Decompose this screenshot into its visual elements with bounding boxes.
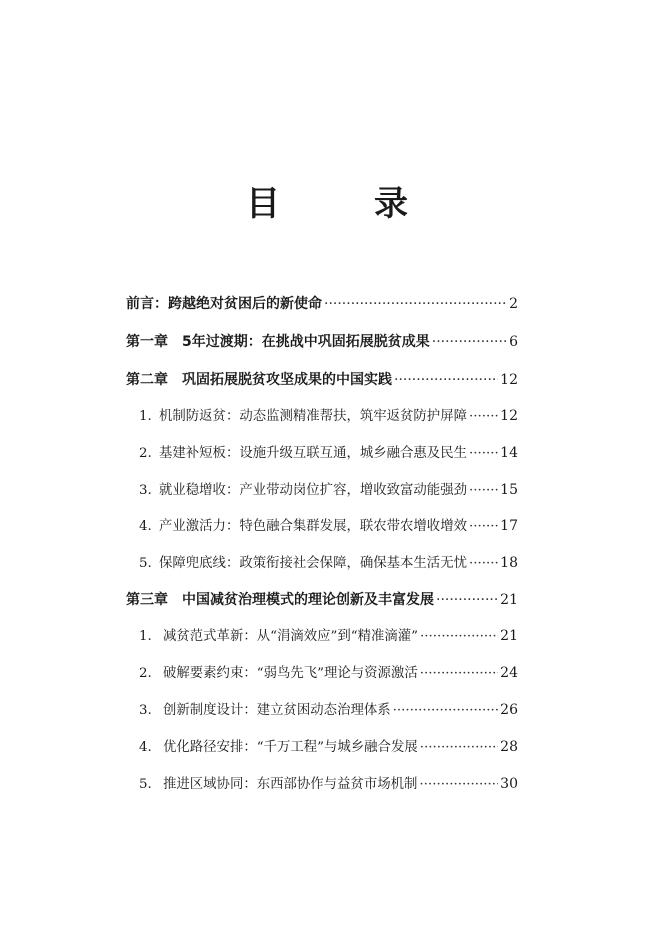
toc-entry-section[interactable] bbox=[139, 403, 518, 429]
toc-entry-label: 就业稳增收：产业带动岗位扩容，增收致富动能强劲 bbox=[159, 483, 467, 498]
toc-page-number: 12 bbox=[500, 408, 518, 424]
toc-entry-label: 优化路径安排：“千万工程”与城乡融合发展 bbox=[163, 740, 418, 755]
toc-page-number: 30 bbox=[500, 776, 518, 792]
toc-entry-label: 第一章 5年过渡期：在挑战中巩固拓展脱贫成果 bbox=[126, 334, 430, 350]
toc-page-number: 24 bbox=[500, 665, 518, 681]
toc-entry-label: 保障兜底线：政策衔接社会保障，确保基本生活无忧 bbox=[159, 556, 467, 571]
toc-leader-dots bbox=[469, 514, 498, 540]
toc-entry-label: 破解要素约束：“弱鸟先飞”理论与资源激活 bbox=[163, 666, 418, 681]
toc-entry-label: 前言：跨越绝对贫困后的新使命 bbox=[126, 296, 322, 312]
toc-leader-dots bbox=[469, 478, 498, 504]
toc-entry-label: 机制防返贫：动态监测精准帮扶，筑牢返贫防护屏障 bbox=[159, 409, 467, 424]
toc-entry-label: 第三章 中国减贫治理模式的理论创新及丰富发展 bbox=[126, 592, 434, 608]
toc-section-number: 1. bbox=[139, 629, 152, 644]
toc-page-number: 12 bbox=[500, 372, 518, 388]
toc-entry-section[interactable] bbox=[139, 440, 518, 466]
toc-page-number: 21 bbox=[500, 592, 518, 608]
toc-page-number: 28 bbox=[500, 739, 518, 755]
toc-leader-dots bbox=[436, 587, 498, 613]
toc-entry-section[interactable] bbox=[139, 513, 518, 539]
toc-page-number: 15 bbox=[500, 482, 518, 498]
toc-entry-section[interactable] bbox=[139, 550, 518, 576]
toc-section-number: 3. bbox=[139, 703, 152, 718]
toc-entry-section[interactable] bbox=[139, 477, 518, 503]
toc-leader-dots bbox=[420, 624, 498, 650]
toc-leader-dots bbox=[324, 291, 507, 317]
toc-section-number: 2. bbox=[139, 446, 152, 461]
toc-entry-section[interactable] bbox=[139, 697, 518, 723]
toc-entry-chapter-2[interactable] bbox=[126, 367, 518, 393]
page-title: 目 录 bbox=[246, 184, 438, 224]
toc-leader-dots bbox=[469, 441, 498, 467]
toc-leader-dots bbox=[432, 329, 507, 355]
toc-leader-dots bbox=[469, 404, 498, 430]
toc-section-number: 5. bbox=[139, 556, 152, 571]
toc-section-number: 3. bbox=[139, 483, 152, 498]
toc-page-number: 26 bbox=[500, 702, 518, 718]
toc-entry-chapter-1[interactable] bbox=[126, 329, 518, 355]
toc-section-number: 5. bbox=[139, 777, 152, 792]
toc-entry-label: 基建补短板：设施升级互联互通，城乡融合惠及民生 bbox=[159, 446, 467, 461]
toc-entry-label: 创新制度设计：建立贫困动态治理体系 bbox=[163, 703, 391, 718]
toc-section-number: 4. bbox=[139, 740, 152, 755]
toc-page-number: 6 bbox=[509, 334, 518, 350]
toc-section-number: 1. bbox=[139, 409, 152, 424]
toc-entry-label: 推进区域协同：东西部协作与益贫市场机制 bbox=[163, 777, 418, 792]
toc-leader-dots bbox=[393, 698, 499, 724]
toc-page-number: 18 bbox=[500, 555, 518, 571]
toc-section-number: 4. bbox=[139, 519, 152, 534]
toc-entry-section[interactable] bbox=[139, 771, 518, 797]
toc-page-number: 17 bbox=[500, 518, 518, 534]
toc-leader-dots bbox=[420, 661, 498, 687]
toc-page-number: 21 bbox=[500, 628, 518, 644]
toc-section-number: 2. bbox=[139, 666, 152, 681]
toc-leader-dots bbox=[469, 551, 498, 577]
toc-entry-chapter-3[interactable] bbox=[126, 587, 518, 613]
toc-entry-section[interactable] bbox=[139, 623, 518, 649]
toc-entry-preface[interactable] bbox=[126, 291, 518, 317]
toc-page-number: 14 bbox=[500, 445, 518, 461]
toc-leader-dots bbox=[420, 735, 498, 761]
toc-page-number: 2 bbox=[509, 296, 518, 312]
toc-entry-section[interactable] bbox=[139, 660, 518, 686]
toc-leader-dots bbox=[419, 772, 498, 798]
toc-entry-section[interactable] bbox=[139, 734, 518, 760]
toc-leader-dots bbox=[394, 367, 498, 393]
toc-entry-label: 第二章 巩固拓展脱贫攻坚成果的中国实践 bbox=[126, 372, 392, 388]
toc-entry-label: 减贫范式革新：从“涓滴效应”到“精准滴灌” bbox=[163, 629, 419, 644]
toc-entry-label: 产业激活力：特色融合集群发展，联农带农增收增效 bbox=[159, 519, 467, 534]
